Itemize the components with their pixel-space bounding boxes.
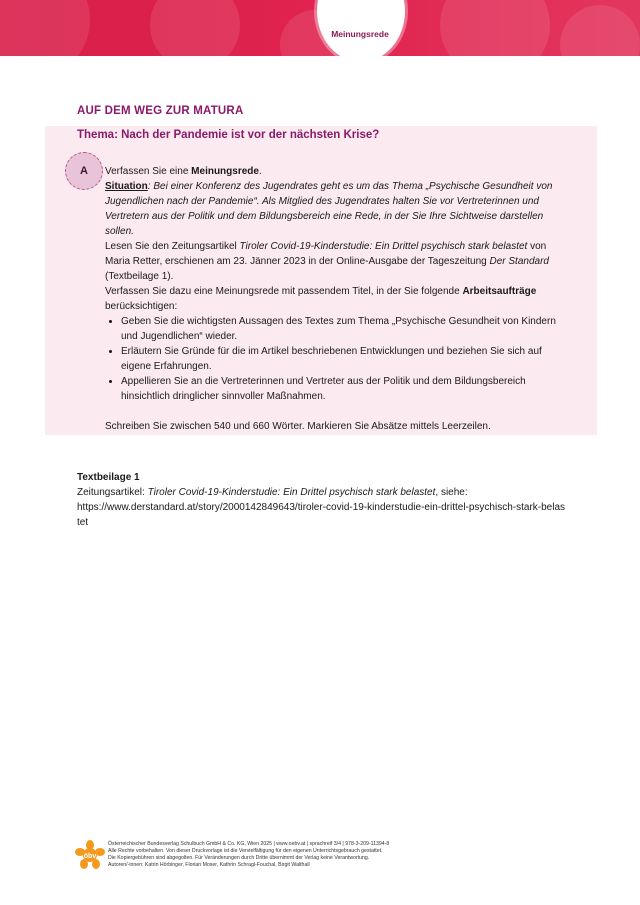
header-bubble-decoration: [440, 0, 550, 56]
read-newspaper: Der Standard: [489, 256, 549, 267]
list-item: • Erläutern Sie Gründe für die im Artikel beschriebenen Entwicklungen und beziehen Sie sich auf eigene Erfahrungen.: [121, 344, 565, 374]
task-body: [105, 164, 565, 434]
footer-line: Die Kopiergebühren sind abgegolten. Für Veränderungen durch Dritte übernimmt der Verlag keine Verantwortung.: [108, 855, 370, 861]
publisher-logo: [75, 840, 105, 870]
reference-block: [77, 470, 567, 530]
reference-prefix: Zeitungsartikel:: [77, 487, 148, 498]
reference-url[interactable]: https://www.derstandard.at/story/2000142849643/tiroler-covid-19-kinderstudie-ein-drittel-psychisch-stark-belastet: [77, 502, 566, 528]
list-item: • Appellieren Sie an die Vertreterinnen und Vertreter aus der Politik und dem Bildungsbereich hinsichtlich dringlicher sinnvoller Maßnahmen.: [121, 374, 565, 404]
task-intro-prefix: Verfassen Sie eine: [105, 166, 192, 177]
section-heading: AUF DEM WEG ZUR MATURA: [77, 105, 244, 117]
situation-text: : Bei einer Konferenz des Jugendrates geht es um das Thema „Psychische Gesundheit von Jugendlichen nach der Pandemie“. Als Mitglied des Jugendrates halten Sie vor Vertreterinnen und Vertretern aus der Politik und dem Bildungsbereich eine Rede, in der Sie Ihre Sichtweise darstellen sollen.: [105, 181, 553, 237]
task-intro: [105, 164, 565, 179]
task-write-instruction: [105, 284, 565, 314]
header-label: Meinungsrede: [331, 29, 389, 39]
task-title: Thema: Nach der Pandemie ist vor der nächsten Krise?: [77, 129, 380, 141]
read-suffix: (Textbeilage 1).: [105, 271, 174, 282]
read-article-title: Tiroler Covid-19-Kinderstudie: Ein Drittel psychisch stark belastet: [239, 241, 528, 252]
footer-text: [108, 841, 508, 869]
footer-line: Alle Rechte vorbehalten. Von dieser Druckvorlage ist die Vervielfältigung für den eigenen Unterrichtsgebrauch gestattet.: [108, 848, 383, 854]
task-badge: A: [65, 152, 103, 190]
situation-label: Situation: [105, 181, 148, 192]
task-intro-suffix: .: [258, 166, 262, 177]
task-closing: Schreiben Sie zwischen 540 und 660 Wörter. Markieren Sie Absätze mittels Leerzeilen.: [105, 421, 491, 432]
read-middle: von Maria Retter, erschienen am 23. Jänner 2023 in der Online-Ausgabe der Tageszeitung: [105, 241, 547, 267]
read-prefix: Lesen Sie den Zeitungsartikel: [105, 241, 240, 252]
write-suffix: berücksichtigen:: [105, 301, 178, 312]
reference-suffix: , siehe:: [435, 487, 468, 498]
reference-line: [77, 485, 567, 500]
task-bullet-list: [105, 314, 565, 404]
header-bubble-decoration: [560, 5, 640, 56]
reference-title: Textbeilage 1: [77, 472, 140, 483]
header-bubble-decoration: [0, 0, 90, 56]
task-situation: [105, 179, 565, 239]
task-box: [45, 126, 597, 435]
list-item: • Geben Sie die wichtigsten Aussagen des Textes zum Thema „Psychische Gesundheit von Kindern und Jugendlichen“ wieder.: [121, 314, 565, 344]
footer-line: Österreichischer Bundesverlag Schulbuch GmbH & Co. KG, Wien 2025 | www.oebv.at | sprachreif 3/4 | 978-3-209-11394-8: [108, 841, 390, 847]
header-bubble-decoration: [150, 0, 240, 56]
task-read-instruction: [105, 239, 565, 284]
write-prefix: Verfassen Sie dazu eine Meinungsrede mit passendem Titel, in der Sie folgende: [105, 286, 463, 297]
write-bold: Arbeitsaufträge: [462, 286, 537, 297]
task-intro-bold: Meinungsrede: [191, 166, 259, 177]
publisher-logo-text: öbv: [83, 853, 97, 860]
reference-article: Tiroler Covid-19-Kinderstudie: Ein Drittel psychisch stark belastet: [147, 487, 436, 498]
footer-line: Autoren/-innen: Katrin Hörbinger, Florian Moser, Kathrin Schragl-Fouchal, Birgit Walthall: [108, 862, 310, 868]
